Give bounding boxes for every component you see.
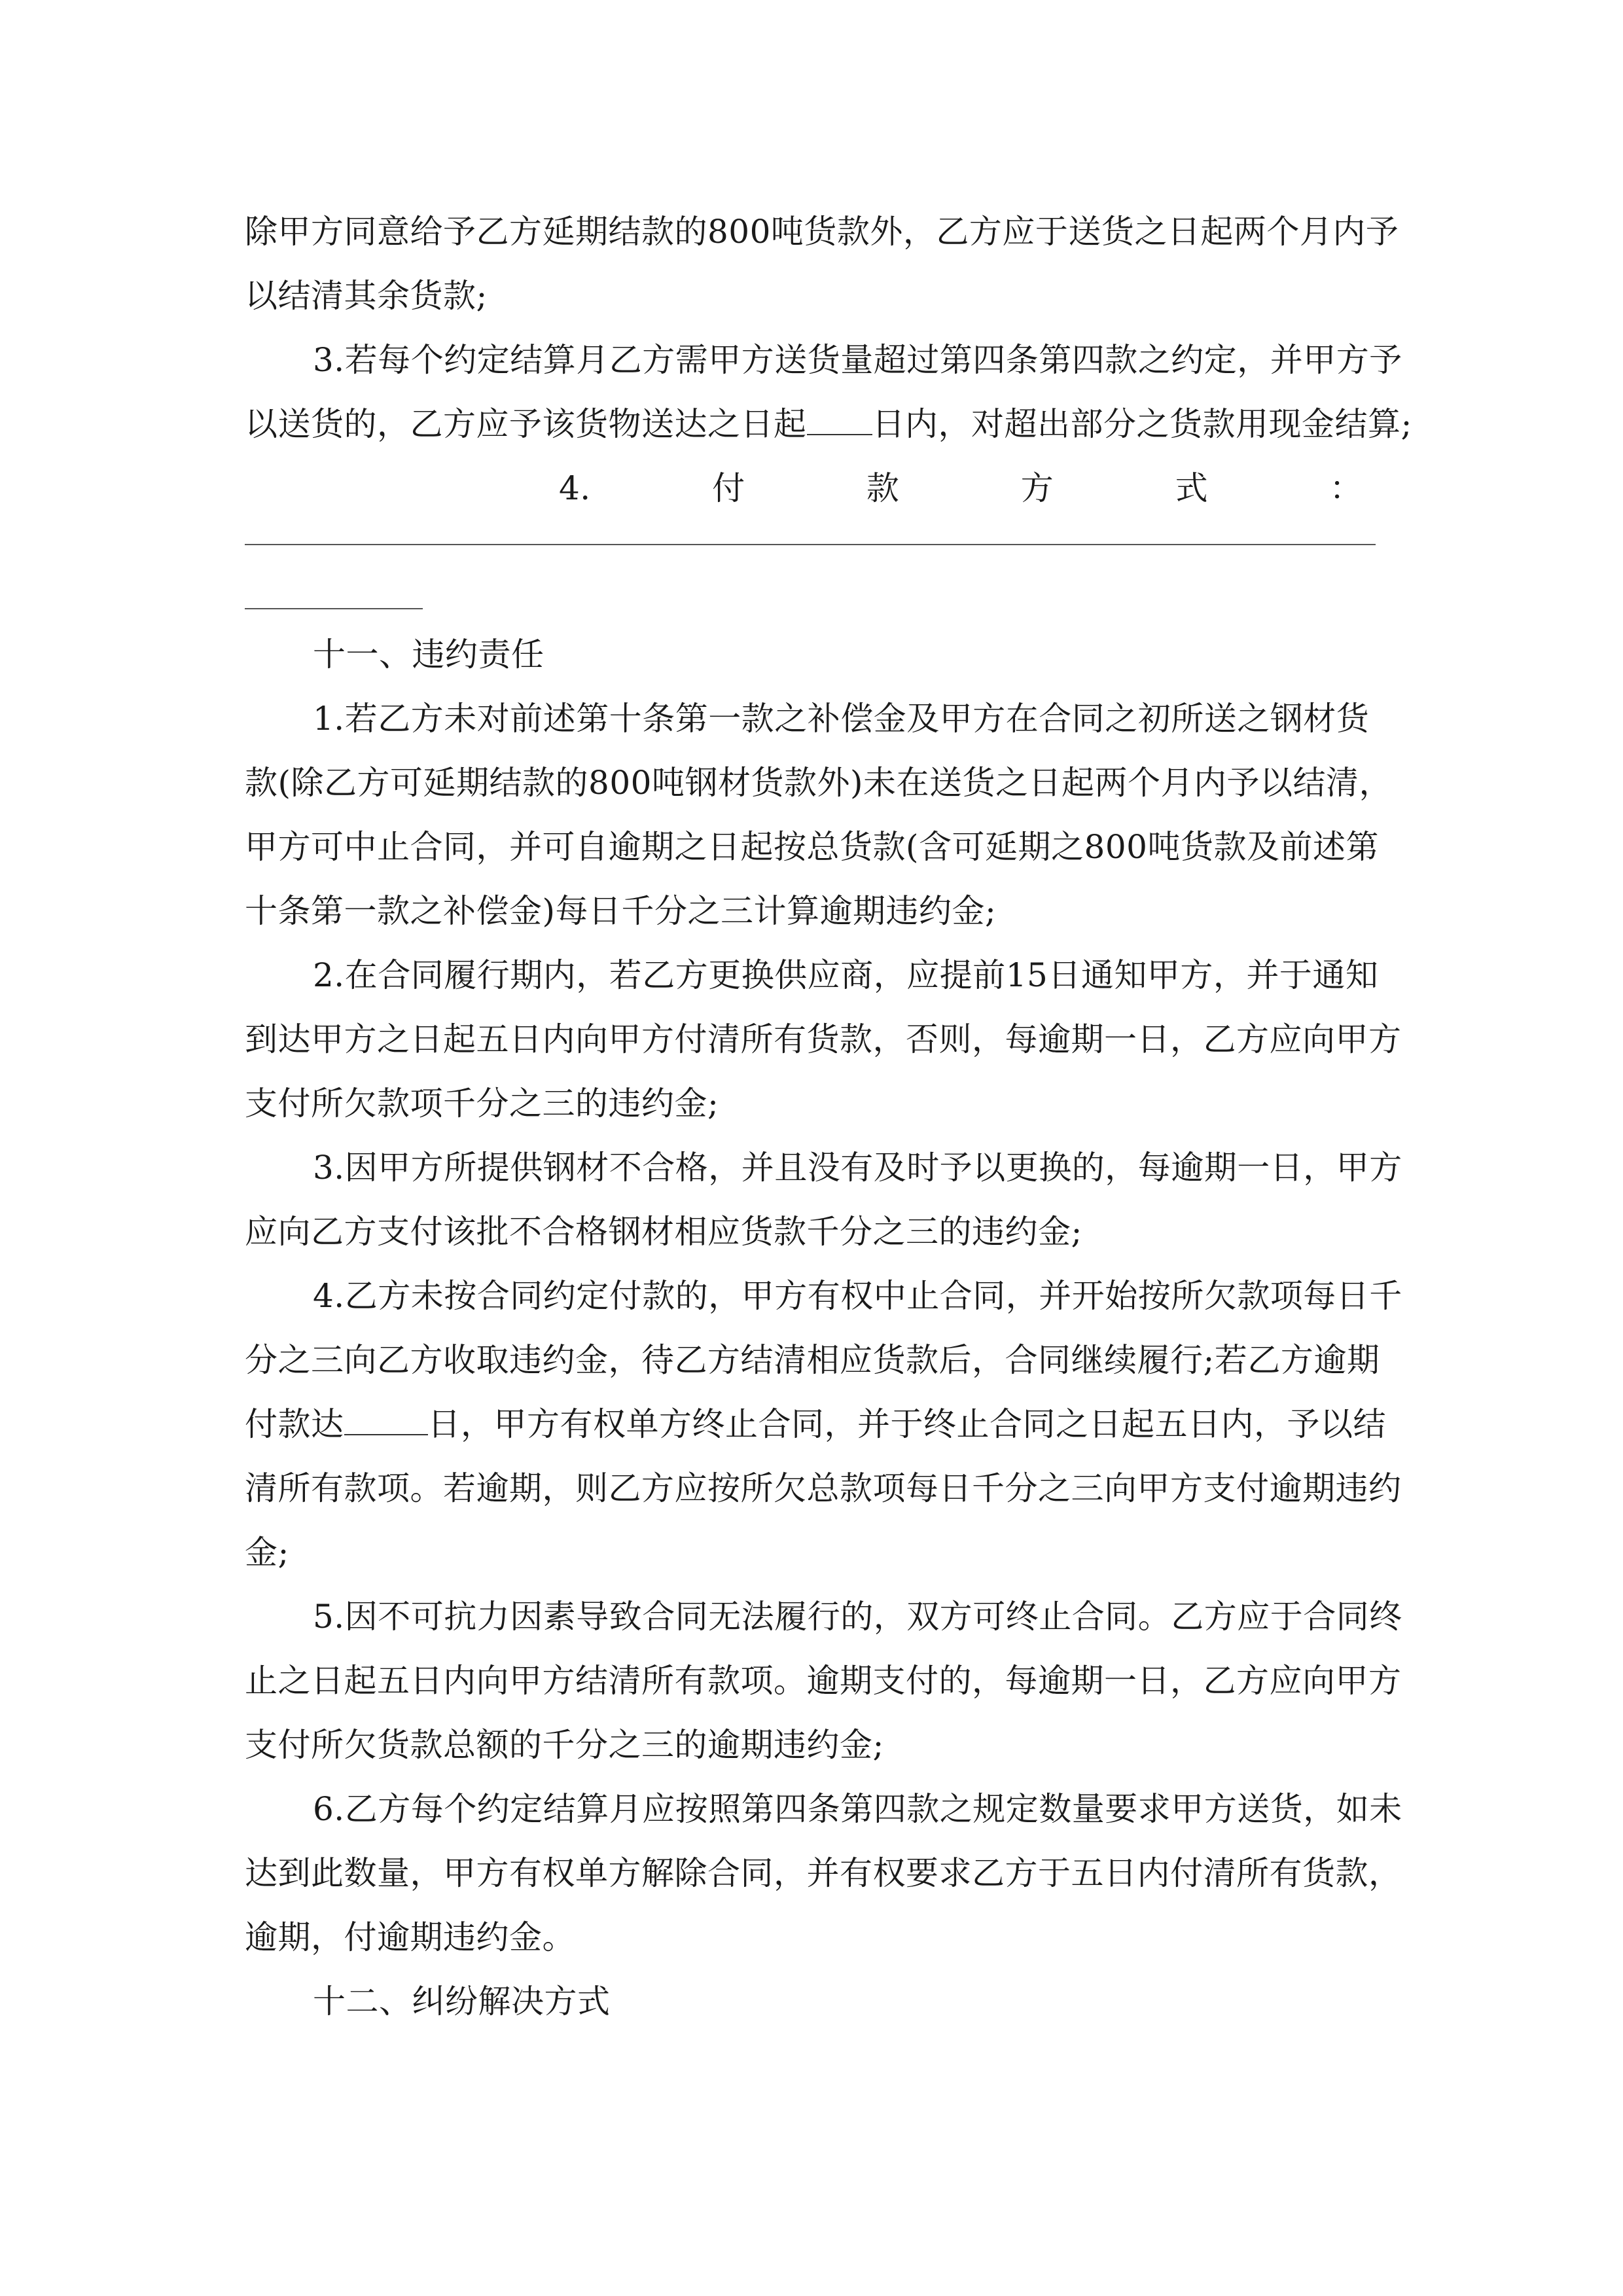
section-title: 十二、纠纷解决方式 — [313, 1982, 611, 2020]
text-line: 支付所欠款项千分之三的违约金; — [245, 1085, 719, 1122]
text-line: 应向乙方支付该批不合格钢材相应货款千分之三的违约金; — [245, 1213, 1082, 1251]
heading-char: 款 — [866, 469, 900, 507]
fill-in-line[interactable] — [245, 544, 1376, 545]
text-segment: 日内，对超出部分之货款用现金结算; — [872, 405, 1412, 443]
document-page — [245, 200, 1412, 2034]
text-line: 除甲方同意给予乙方延期结款的800吨货款外，乙方应于送货之日起两个月内予 — [245, 213, 1399, 251]
text-segment: 以送货的，乙方应予该货物送达之日起 — [245, 405, 807, 443]
text-line: 止之日起五日内向甲方结清所有款项。逾期支付的，每逾期一日，乙方应向甲方 — [245, 1662, 1402, 1700]
text-line: 分之三向乙方收取违约金，待乙方结清相应货款后，合同继续履行;若乙方逾期 — [245, 1341, 1380, 1379]
text-line-with-blank — [245, 392, 1412, 456]
text-line: 4.乙方未按合同约定付款的，甲方有权中止合同，并开始按所欠款项每日千 — [313, 1277, 1402, 1315]
text-line: 2.在合同履行期内，若乙方更换供应商，应提前15日通知甲方，并于通知 — [313, 956, 1379, 994]
text-line: 3.若每个约定结算月乙方需甲方送货量超过第四条第四款之约定，并甲方予 — [313, 341, 1402, 379]
text-line: 到达甲方之日起五日内向甲方付清所有货款，否则，每逾期一日，乙方应向甲方 — [245, 1020, 1402, 1058]
fill-in-line[interactable] — [245, 608, 423, 609]
heading-char: 方 — [1020, 469, 1054, 507]
text-line: 1.若乙方未对前述第十条第一款之补偿金及甲方在合同之初所送之钢材货 — [313, 700, 1370, 738]
text-segment: 日，甲方有权单方终止合同，并于终止合同之日起五日内，予以结 — [427, 1405, 1386, 1443]
heading-char: ： — [1329, 469, 1363, 507]
heading-char: 4. — [559, 469, 591, 507]
text-line-with-blank — [245, 1392, 1386, 1456]
text-line: 5.因不可抗力因素导致合同无法履行的，双方可终止合同。乙方应于合同终 — [313, 1598, 1402, 1636]
text-line: 清所有款项。若逾期，则乙方应按所欠总款项每日千分之三向甲方支付逾期违约 — [245, 1469, 1402, 1507]
heading-char: 付 — [712, 469, 745, 507]
text-line: 以结清其余货款; — [245, 277, 488, 315]
heading-char: 式 — [1175, 469, 1209, 507]
section-title: 十一、违约责任 — [313, 636, 544, 673]
payment-method-heading — [245, 456, 1376, 520]
text-line: 3.因甲方所提供钢材不合格，并且没有及时予以更换的，每逾期一日，甲方 — [313, 1149, 1402, 1187]
fill-in-blank[interactable] — [344, 1408, 428, 1435]
text-line: 达到此数量，甲方有权单方解除合同，并有权要求乙方于五日内付清所有货款， — [245, 1854, 1402, 1892]
text-line: 逾期，付逾期违约金。 — [245, 1918, 575, 1956]
text-line: 十条第一款之补偿金)每日千分之三计算逾期违约金; — [245, 892, 997, 930]
text-segment: 付款达 — [245, 1405, 344, 1443]
fill-in-blank[interactable] — [807, 408, 872, 435]
text-line: 款(除乙方可延期结款的800吨钢材货款外)未在送货之日起两个月内予以结清， — [245, 764, 1392, 802]
text-line: 金; — [245, 1534, 289, 1571]
text-line: 甲方可中止合同，并可自逾期之日起按总货款(含可延期之800吨货款及前述第 — [245, 828, 1379, 866]
text-line: 支付所欠货款总额的千分之三的逾期违约金; — [245, 1726, 884, 1764]
text-line: 6.乙方每个约定结算月应按照第四条第四款之规定数量要求甲方送货，如未 — [313, 1790, 1402, 1828]
